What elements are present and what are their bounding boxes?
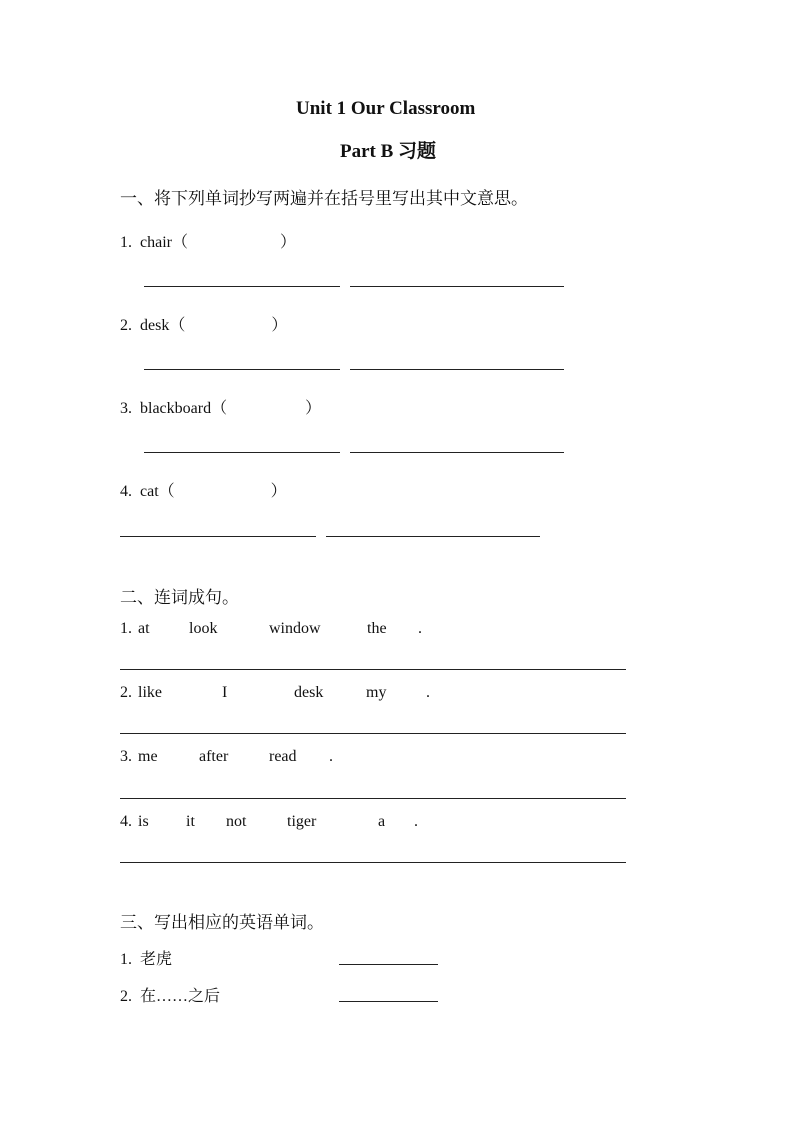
section3-heading: 三、写出相应的英语单词。: [120, 913, 324, 932]
close-paren: ）: [270, 483, 287, 500]
scrambled-word: tiger: [287, 813, 317, 830]
answer-line[interactable]: [120, 669, 626, 670]
s1-item-1: [120, 229, 296, 252]
open-paren: （: [211, 400, 228, 417]
item-word: blackboard: [140, 400, 212, 417]
s1-item-4: [120, 478, 287, 501]
scrambled-word: desk: [294, 684, 324, 701]
scrambled-word: .: [329, 748, 333, 765]
item-text: 老虎: [140, 951, 173, 968]
section1-heading: 一、将下列单词抄写两遍并在括号里写出其中文意思。: [120, 189, 528, 208]
scrambled-word: after: [199, 748, 229, 765]
page-title: Unit 1 Our Classroom: [296, 98, 476, 119]
scrambled-word: a: [378, 813, 386, 830]
scrambled-word: .: [426, 684, 430, 701]
scrambled-word: at: [138, 620, 150, 637]
close-paren: ）: [280, 234, 297, 251]
open-paren: （: [158, 483, 175, 500]
close-paren: ）: [305, 400, 322, 417]
scrambled-word: .: [414, 813, 418, 830]
item-number: 1.: [120, 234, 132, 251]
scrambled-word: not: [226, 813, 247, 830]
s1-item-2: [120, 312, 287, 335]
open-paren: （: [169, 317, 186, 334]
item-text: 在……之后: [140, 988, 221, 1005]
item-number: 1.: [120, 951, 132, 968]
item-word: desk: [140, 317, 170, 334]
item-word: chair: [140, 234, 172, 251]
s2-item-number: 1.: [120, 620, 132, 637]
page-subtitle: Part B 习题: [340, 141, 437, 162]
copy-line[interactable]: [144, 369, 340, 370]
copy-line[interactable]: [350, 452, 564, 453]
s1-item-3: [120, 395, 321, 418]
item-number: 3.: [120, 400, 132, 417]
item-word: cat: [140, 483, 159, 500]
answer-line[interactable]: [339, 964, 438, 965]
copy-line[interactable]: [350, 369, 564, 370]
copy-line[interactable]: [144, 452, 340, 453]
copy-line[interactable]: [350, 286, 564, 287]
scrambled-word: it: [186, 813, 195, 830]
close-paren: ）: [271, 317, 288, 334]
s3-item-1: [120, 946, 172, 969]
answer-line[interactable]: [120, 862, 626, 863]
answer-line[interactable]: [120, 798, 626, 799]
scrambled-word: look: [189, 620, 218, 637]
scrambled-word: .: [418, 620, 422, 637]
s2-item-number: 4.: [120, 813, 132, 830]
s3-item-2: [120, 983, 220, 1006]
scrambled-word: is: [138, 813, 149, 830]
item-number: 2.: [120, 988, 132, 1005]
item-number: 4.: [120, 483, 132, 500]
scrambled-word: window: [269, 620, 321, 637]
scrambled-word: read: [269, 748, 297, 765]
s2-item-number: 3.: [120, 748, 132, 765]
section2-heading: 二、连词成句。: [120, 588, 239, 607]
item-number: 2.: [120, 317, 132, 334]
scrambled-word: I: [222, 684, 228, 701]
s2-item-number: 2.: [120, 684, 132, 701]
answer-line[interactable]: [120, 733, 626, 734]
copy-line[interactable]: [120, 536, 316, 537]
copy-line[interactable]: [326, 536, 540, 537]
copy-line[interactable]: [144, 286, 340, 287]
scrambled-word: me: [138, 748, 158, 765]
open-paren: （: [171, 234, 188, 251]
scrambled-word: the: [367, 620, 387, 637]
answer-line[interactable]: [339, 1001, 438, 1002]
scrambled-word: like: [138, 684, 162, 701]
scrambled-word: my: [366, 684, 387, 701]
